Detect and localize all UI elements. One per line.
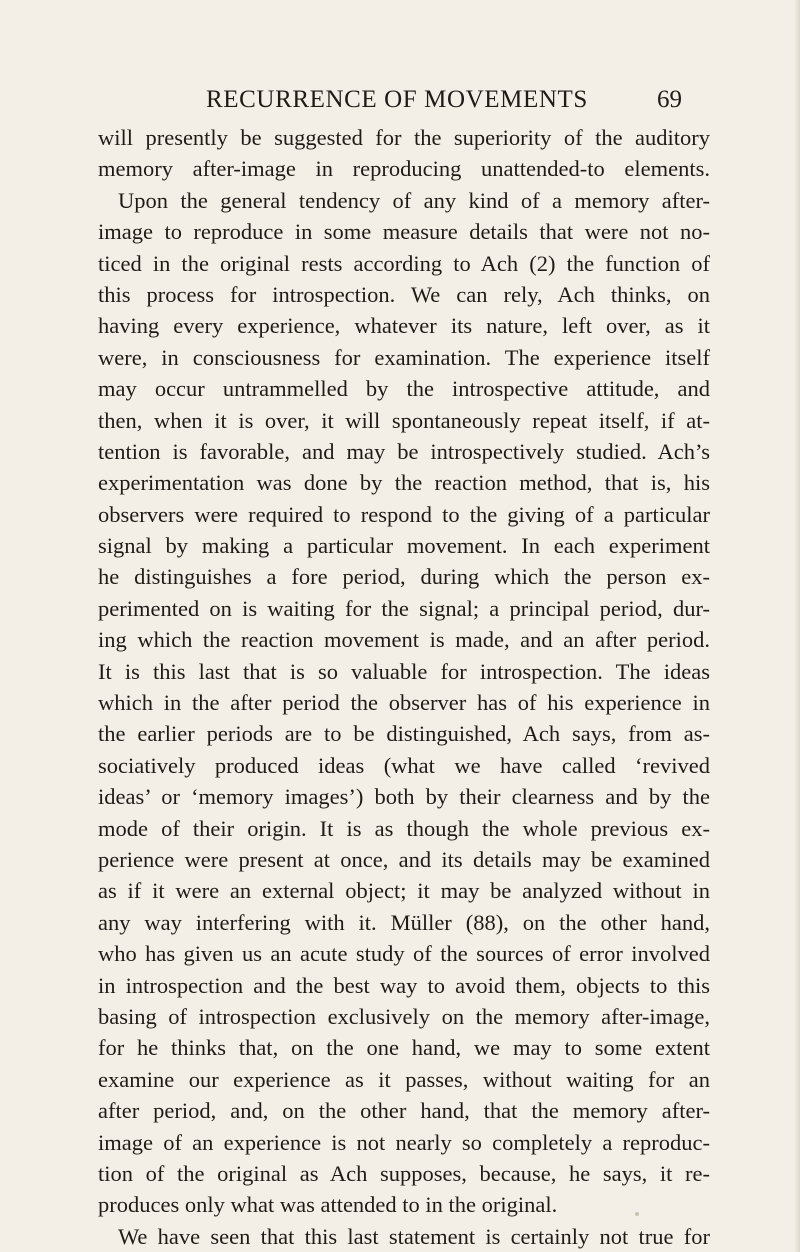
text-line: observers were required to respond to the giving of a particular xyxy=(98,501,710,527)
text-line: tention is favorable, and may be introspectively studied. Ach’s xyxy=(98,438,710,464)
text-line: ing which the reaction movement is made, and an after period. xyxy=(98,627,710,653)
text-line: this process for introspection. We can rely, Ach thinks, on xyxy=(98,281,710,307)
text-line: which in the after period the observer has of his experience in xyxy=(98,690,710,716)
text-line: who has given us an acute study of the sources of error involved xyxy=(98,941,710,967)
text-line: mode of their origin. It is as though the whole previous ex- xyxy=(98,815,710,841)
text-line: experimentation was done by the reaction method, that is, his xyxy=(98,470,710,496)
text-line: as if it were an external object; it may be analyzed without in xyxy=(98,878,710,904)
text-line: any way interfering with it. Müller (88), on the other hand, xyxy=(98,909,710,935)
text-line: the earlier periods are to be distinguished, Ach says, from as- xyxy=(98,721,710,747)
text-line: he distinguishes a fore period, during which the person ex- xyxy=(98,564,710,590)
text-line: examine our experience as it passes, without waiting for an xyxy=(98,1066,710,1092)
text-line: were, in consciousness for examination. The experience itself xyxy=(98,344,710,370)
text-line: after period, and, on the other hand, that the memory after- xyxy=(98,1098,710,1124)
body-text xyxy=(98,122,710,1252)
text-line: tion of the original as Ach supposes, because, he says, it re- xyxy=(98,1160,710,1186)
text-line: will presently be suggested for the superiority of the auditory xyxy=(98,125,710,150)
text-line: produces only what was attended to in the original. xyxy=(98,1192,558,1218)
text-line: memory after-image in reproducing unattended-to elements. xyxy=(98,156,710,182)
text-line: basing of introspection exclusively on the memory after-image, xyxy=(98,1003,710,1029)
text-line: image to reproduce in some measure details that were not no- xyxy=(98,219,710,245)
text-line: then, when it is over, it will spontaneously repeat itself, if at- xyxy=(98,407,710,433)
text-line: for he thinks that, on the one hand, we may to some extent xyxy=(98,1035,710,1061)
text-line: sociatively produced ideas (what we have called ‘revived xyxy=(98,752,710,778)
text-line: in introspection and the best way to avoid them, objects to this xyxy=(98,972,710,998)
text-line: ticed in the original rests according to Ach (2) the function of xyxy=(98,250,710,276)
text-line: ideas’ or ‘memory images’) both by their clearness and by the xyxy=(98,784,710,810)
text-line: may occur untrammelled by the introspective attitude, and xyxy=(98,376,710,402)
running-title: RECURRENCE OF MOVEMENTS xyxy=(206,86,588,113)
text-line: Upon the general tendency of any kind of a memory after- xyxy=(118,187,710,213)
page-edge-shadow xyxy=(794,0,800,1252)
text-line: perimented on is waiting for the signal; a principal period, dur- xyxy=(98,595,710,621)
text-line: having every experience, whatever its nature, left over, as it xyxy=(98,313,710,339)
text-line: image of an experience is not nearly so completely a reproduc- xyxy=(98,1129,710,1155)
page-number: 69 xyxy=(657,86,682,113)
paper-speck xyxy=(635,1212,639,1216)
text-line: It is this last that is so valuable for introspection. The ideas xyxy=(98,658,710,684)
text-line: We have seen that this last statement is certainly not true for xyxy=(118,1223,710,1249)
text-line: signal by making a particular movement. In each experiment xyxy=(98,533,710,559)
running-head xyxy=(96,86,696,116)
text-line: perience were present at once, and its details may be examined xyxy=(98,846,710,872)
